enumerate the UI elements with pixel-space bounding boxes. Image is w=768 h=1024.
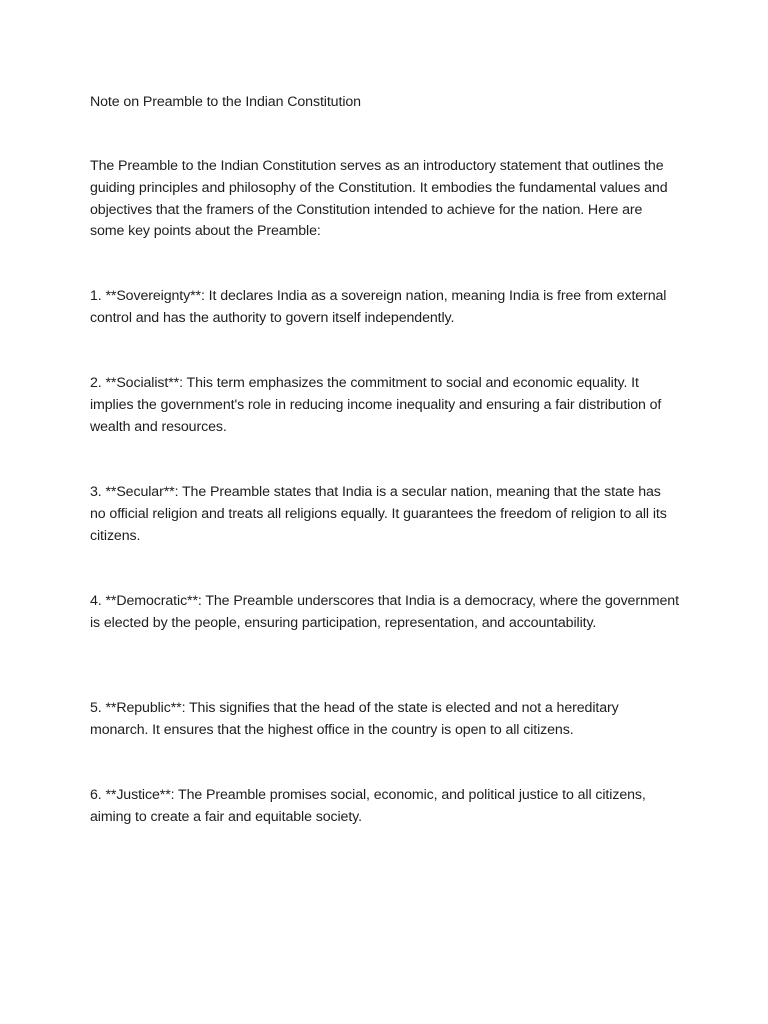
point-secular: 3. **Secular**: The Preamble states that India is a secular nation, meaning that the state has no official religion and treats all religions equally. It guarantees the freedom of religion to all its citizens. — [90, 484, 667, 544]
point-republic: 5. **Republic**: This signifies that the head of the state is elected and not a hereditary monarch. It ensures that the highest office in the country is open to all citizens. — [90, 700, 619, 738]
point-sovereignty: 1. **Sovereignty**: It declares India as a sovereign nation, meaning India is free from external control and has the authority to govern itself independently. — [90, 288, 667, 326]
point-justice: 6. **Justice**: The Preamble promises social, economic, and political justice to all citizens, aiming to create a fair and equitable society. — [90, 787, 646, 825]
intro-paragraph: The Preamble to the Indian Constitution serves as an introductory statement that outlines the guiding principles and philosophy of the Constitution. It embodies the fundamental values and objectives that the framers of the Constitution intended to achieve for the nation. Here are some key points about the Preamble: — [90, 158, 668, 240]
document-title: Note on Preamble to the Indian Constitution — [90, 94, 361, 110]
point-socialist: 2. **Socialist**: This term emphasizes the commitment to social and economic equality. It implies the government's role in reducing income inequality and ensuring a fair distribution of wealth and resources. — [90, 375, 662, 435]
point-democratic: 4. **Democratic**: The Preamble underscores that India is a democracy, where the government is elected by the people, ensuring participation, representation, and accountability. — [90, 593, 679, 631]
